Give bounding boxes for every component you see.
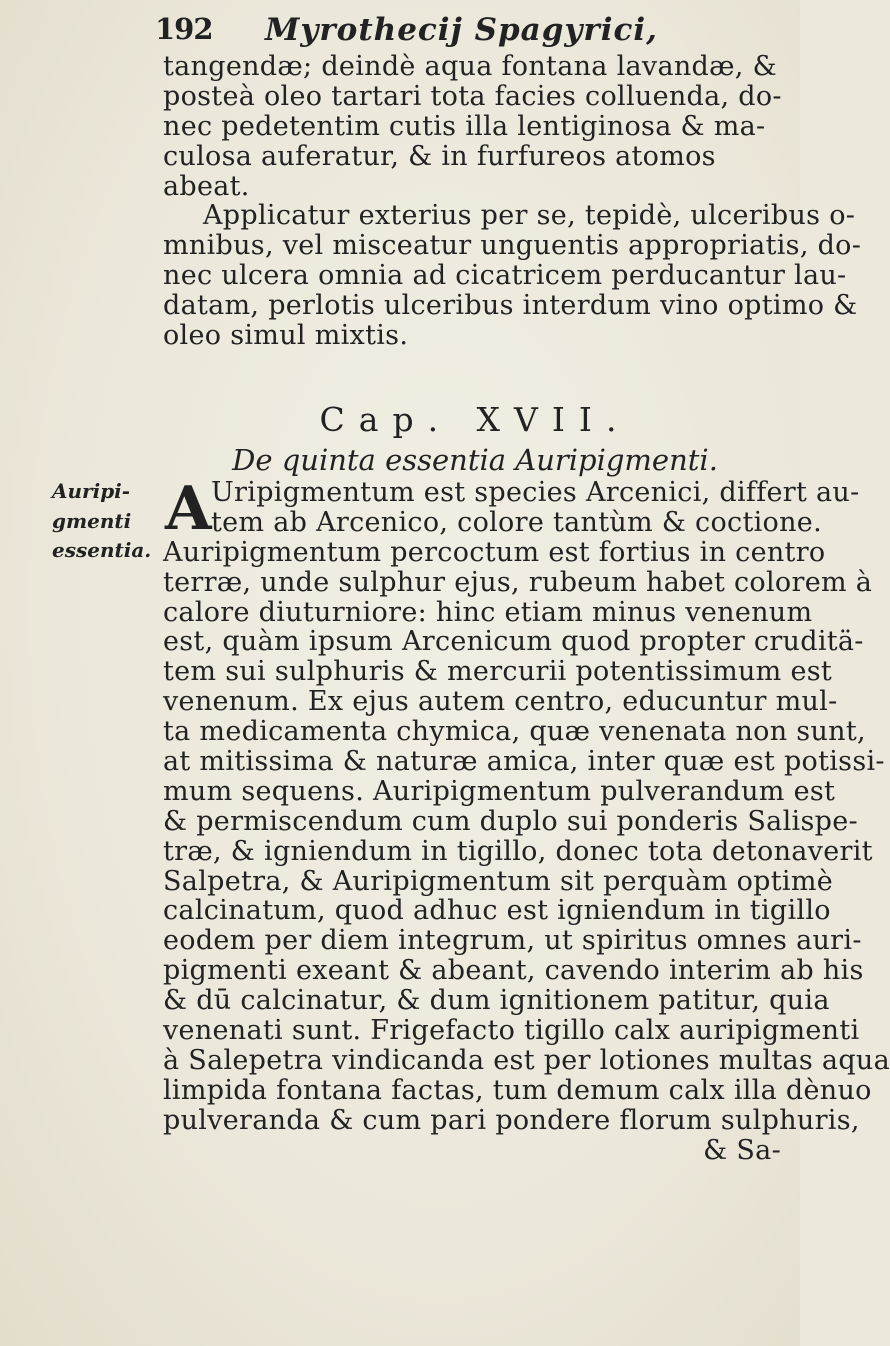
running-title: Myrothecij Spagyrici,: [265, 12, 658, 48]
text-line: træ, & igniendum in tigillo, donec tota detonaverit: [163, 835, 873, 867]
page-number: 192: [155, 12, 213, 46]
text-line-content: Uripigmentum est species Arcenici, differt au-: [211, 477, 860, 508]
text-line: Auripigmentum percoctum est fortius in centro: [163, 536, 826, 568]
text-line: mum sequens. Auripigmentum pulverandum est: [163, 775, 836, 807]
text-line: venenati sunt. Frigefacto tigillo calx auripigmenti: [163, 1015, 860, 1047]
text-line: pulveranda & cum pari pondere florum sulphuris,: [163, 1104, 860, 1136]
text-line: Salpetra, & Auripigmentum sit perquàm optimè: [163, 865, 834, 897]
text-line: tem ab Arcenico, colore tantùm & coctione.: [211, 506, 822, 538]
text-line: calcinatum, quod adhuc est igniendum in tigillo: [163, 895, 831, 927]
text-line: terræ, unde sulphur ejus, rubeum habet colorem à: [163, 566, 873, 598]
text-line: nec pedetentim cutis illa lentiginosa & ma-: [163, 110, 766, 142]
text-line: Applicatur exterius per se, tepidè, ulceribus o-: [203, 200, 856, 232]
drop-cap: A: [165, 474, 212, 544]
text-line: est, quàm ipsum Arcenicum quod propter cruditä-: [163, 626, 864, 658]
section-subheading: De quinta essentia Auripigmenti.: [232, 443, 718, 477]
text-line: eodem per diem integrum, ut spiritus omnes auri-: [163, 925, 862, 957]
marginal-note-line: Auripi-: [52, 479, 131, 503]
text-line: limpida fontana factas, tum demum calx illa dènuo: [163, 1074, 872, 1106]
text-line: tangendæ; deindè aqua fontana lavandæ, &: [163, 51, 777, 82]
text-line: datam, perlotis ulceribus interdum vino optimo &: [163, 290, 858, 322]
text-line: posteà oleo tartari tota facies colluenda, do-: [163, 80, 782, 112]
text-line: calore diuturniore: hinc etiam minus venenum: [163, 596, 813, 628]
text-line: nec ulcera omnia ad cicatricem perducantur lau-: [163, 260, 847, 292]
text-line: tem sui sulphuris & mercurii potentissimum est: [163, 656, 833, 688]
marginal-note-line: essentia.: [52, 538, 152, 563]
chapter-heading: Cap. XVII.: [319, 400, 631, 439]
text-line: venenum. Ex ejus autem centro, educuntur mul-: [163, 686, 838, 718]
running-head: [155, 12, 795, 52]
text-line: at mitissima & naturæ amica, inter quæ est potissi-: [163, 746, 885, 778]
text-line: à Salepetra vindicanda est per lotiones multas aqua: [163, 1044, 890, 1076]
marginal-note-line: gmenti: [52, 508, 132, 533]
text-line: oleo simul mixtis.: [163, 320, 409, 352]
text-line: abeat.: [163, 170, 250, 202]
text-line: pigmenti exeant & abeant, cavendo interim ab his: [163, 955, 864, 987]
catchword: & Sa-: [703, 1134, 781, 1166]
text-block-bottom: [163, 474, 890, 1166]
text-line: & dū calcinatur, & dum ignitionem patitur, quia: [163, 985, 830, 1017]
marginal-note: [52, 477, 162, 566]
text-block-top: [163, 51, 862, 352]
text-line: mnibus, vel misceatur unguentis appropriatis, do-: [163, 230, 862, 262]
text-line: ta medicamenta chymica, quæ venenata non sunt,: [163, 716, 866, 748]
text-line: & permiscendum cum duplo sui ponderis Salispe-: [163, 805, 858, 837]
text-line: culosa auferatur, & in furfureos atomos: [163, 140, 716, 172]
